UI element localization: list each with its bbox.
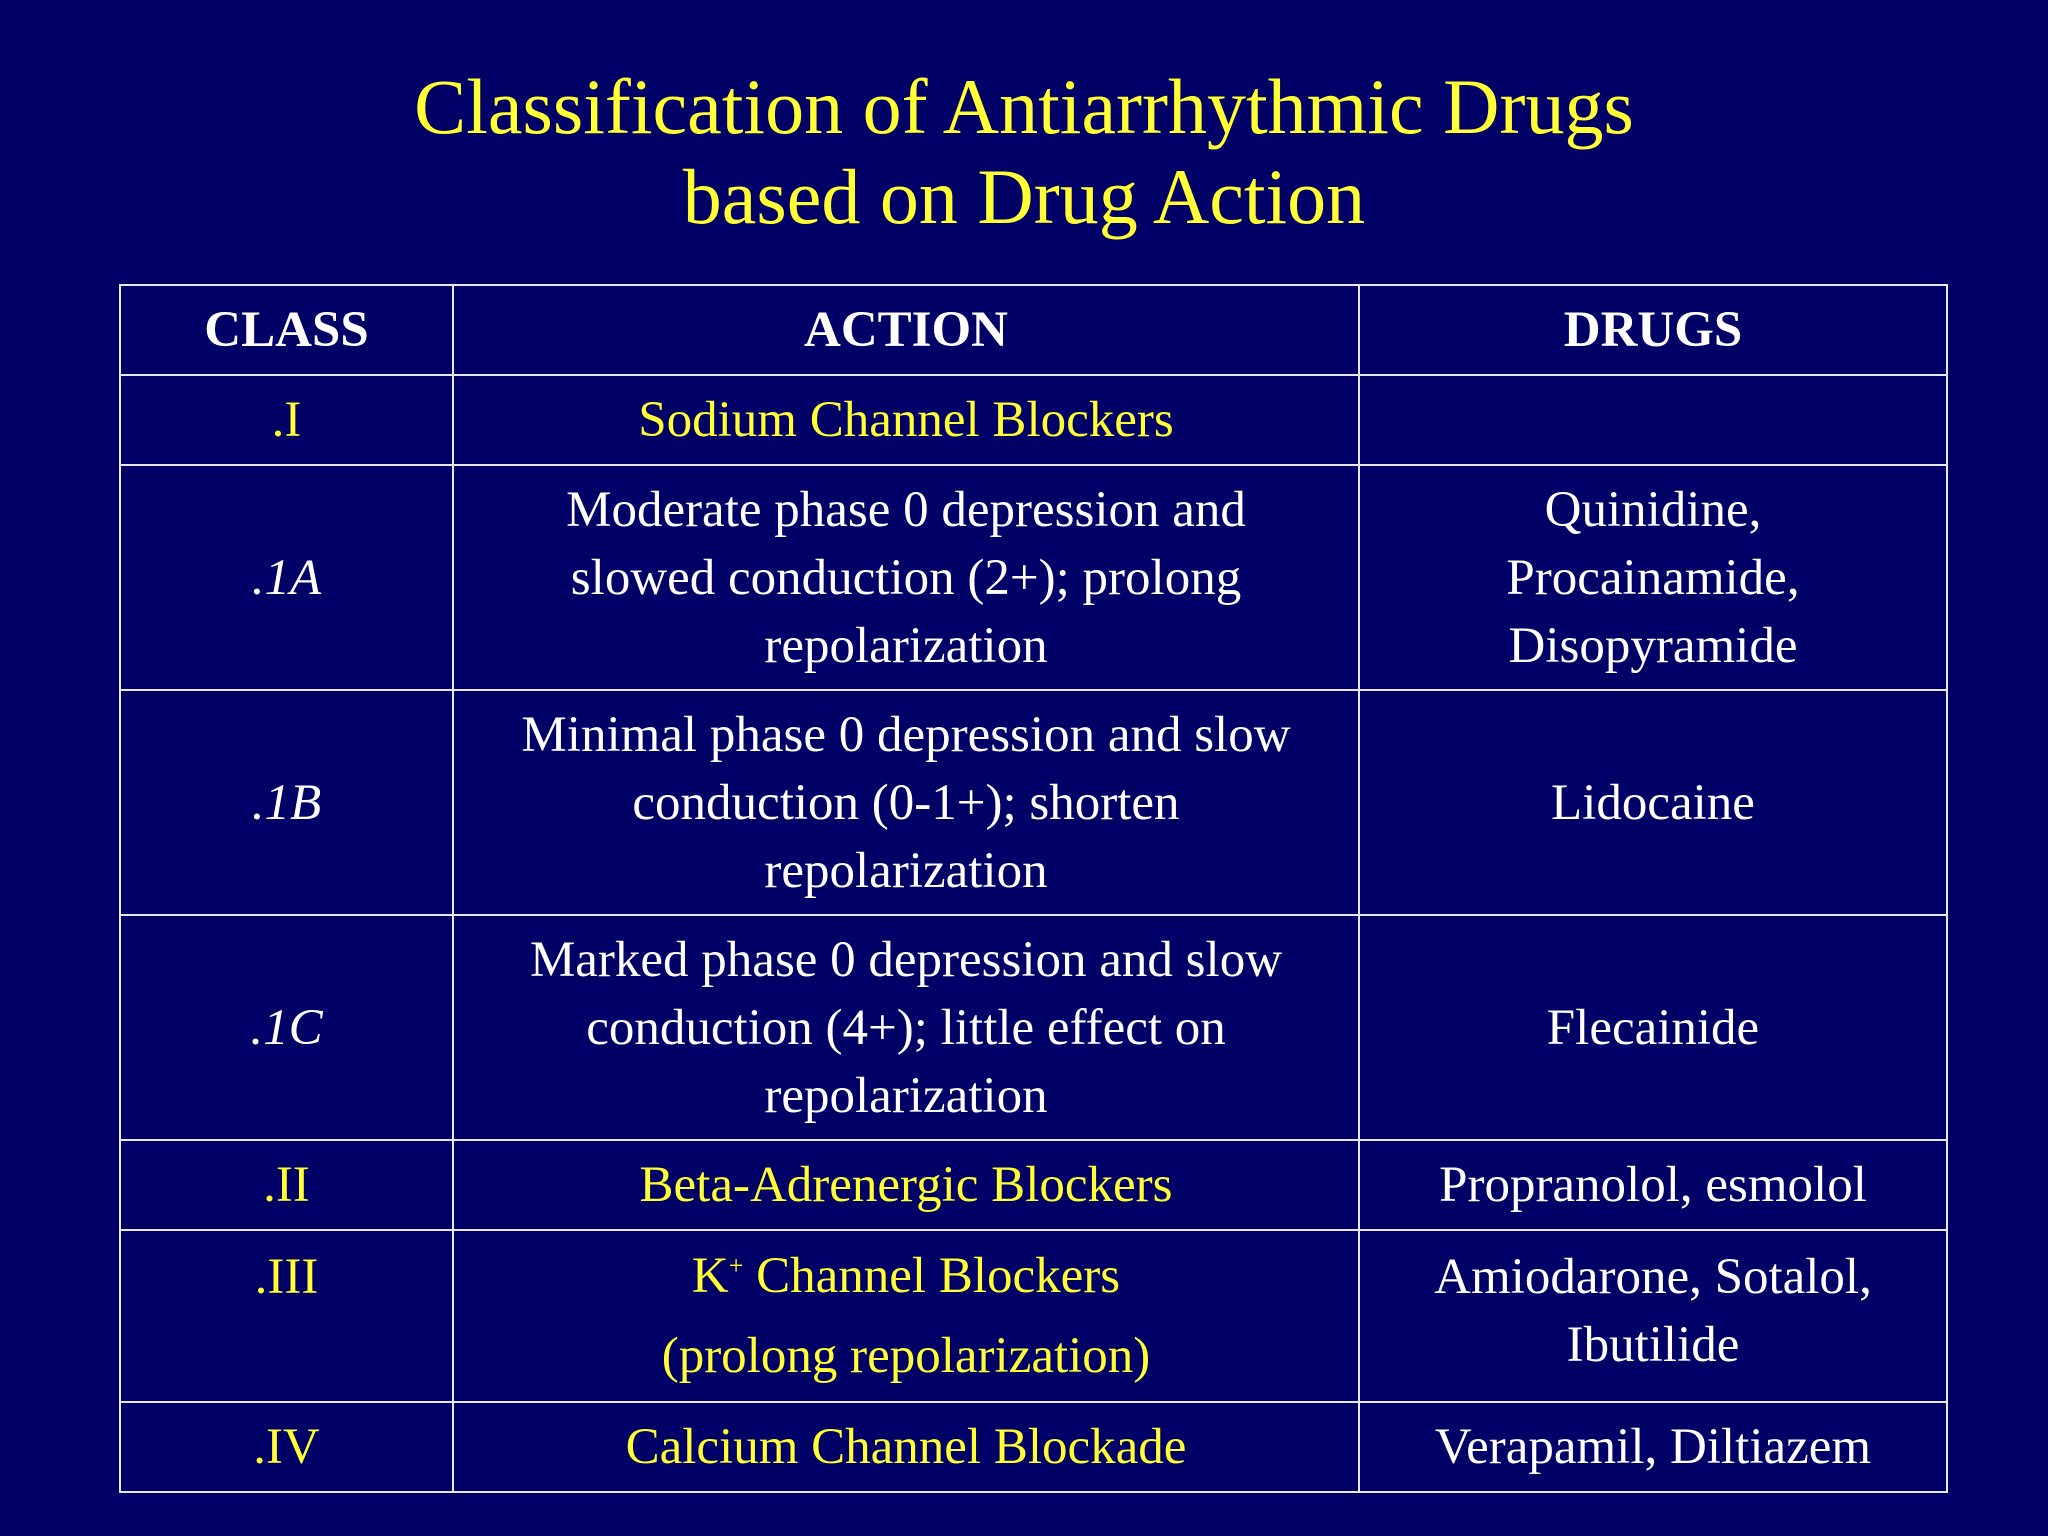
drugs-cell: Propranolol, esmolol bbox=[1359, 1140, 1947, 1230]
charge-superscript: + bbox=[728, 1251, 744, 1280]
drugs-cell: Flecainide bbox=[1359, 915, 1947, 1140]
action-cell: Beta-Adrenergic Blockers bbox=[453, 1140, 1359, 1230]
drug-line: Ibutilide bbox=[1566, 1317, 1740, 1373]
action-text: Channel Blockers bbox=[743, 1248, 1121, 1304]
table-row bbox=[120, 690, 1947, 915]
table-row bbox=[120, 1402, 1947, 1492]
drugs-cell bbox=[1359, 1230, 1947, 1402]
action-line: conduction (0-1+); shorten bbox=[632, 774, 1180, 831]
header-row bbox=[120, 285, 1947, 375]
classification-table bbox=[119, 284, 1948, 1493]
table-row bbox=[120, 465, 1947, 690]
class-cell: .1A bbox=[120, 465, 453, 690]
action-line: Marked phase 0 depression and slow bbox=[529, 931, 1283, 988]
action-line: Moderate phase 0 depression and bbox=[566, 481, 1246, 538]
header-class: CLASS bbox=[120, 285, 453, 375]
header-action: ACTION bbox=[453, 285, 1359, 375]
drug-line: Amiodarone, Sotalol, bbox=[1434, 1249, 1872, 1305]
action-line: Minimal phase 0 depression and slow bbox=[521, 706, 1291, 763]
header-drugs: DRUGS bbox=[1359, 285, 1947, 375]
action-line bbox=[462, 1236, 1350, 1316]
drugs-cell: Verapamil, Diltiazem bbox=[1359, 1402, 1947, 1492]
class-cell: .II bbox=[120, 1140, 453, 1230]
drugs-cell bbox=[1359, 375, 1947, 465]
action-line: repolarization bbox=[764, 1067, 1048, 1124]
potassium-symbol: K bbox=[691, 1248, 729, 1304]
title-line-2: based on Drug Action bbox=[682, 153, 1366, 240]
action-line: slowed conduction (2+); prolong bbox=[570, 549, 1242, 606]
table-row bbox=[120, 1230, 1947, 1402]
class-cell: .I bbox=[120, 375, 453, 465]
drug-line: Procainamide, bbox=[1506, 549, 1800, 606]
action-line: conduction (4+); little effect on bbox=[586, 999, 1226, 1056]
action-cell: Sodium Channel Blockers bbox=[453, 375, 1359, 465]
action-line: (prolong repolarization) bbox=[661, 1328, 1151, 1384]
drug-line: Quinidine, bbox=[1544, 481, 1762, 538]
class-cell: .1B bbox=[120, 690, 453, 915]
class-cell: .III bbox=[120, 1230, 453, 1402]
action-cell bbox=[453, 1230, 1359, 1402]
action-line: repolarization bbox=[764, 617, 1048, 674]
table-row bbox=[120, 375, 1947, 465]
action-cell bbox=[453, 915, 1359, 1140]
action-cell bbox=[453, 465, 1359, 690]
action-cell: Calcium Channel Blockade bbox=[453, 1402, 1359, 1492]
drug-line: Disopyramide bbox=[1508, 617, 1798, 674]
class-cell: .IV bbox=[120, 1402, 453, 1492]
table-row bbox=[120, 915, 1947, 1140]
class-cell: .1C bbox=[120, 915, 453, 1140]
action-cell bbox=[453, 690, 1359, 915]
title-line-1: Classification of Antiarrhythmic Drugs bbox=[414, 63, 1634, 150]
action-line: repolarization bbox=[764, 842, 1048, 899]
drugs-cell: Lidocaine bbox=[1359, 690, 1947, 915]
table-row bbox=[120, 1140, 1947, 1230]
slide-title bbox=[0, 62, 2048, 242]
drugs-cell bbox=[1359, 465, 1947, 690]
